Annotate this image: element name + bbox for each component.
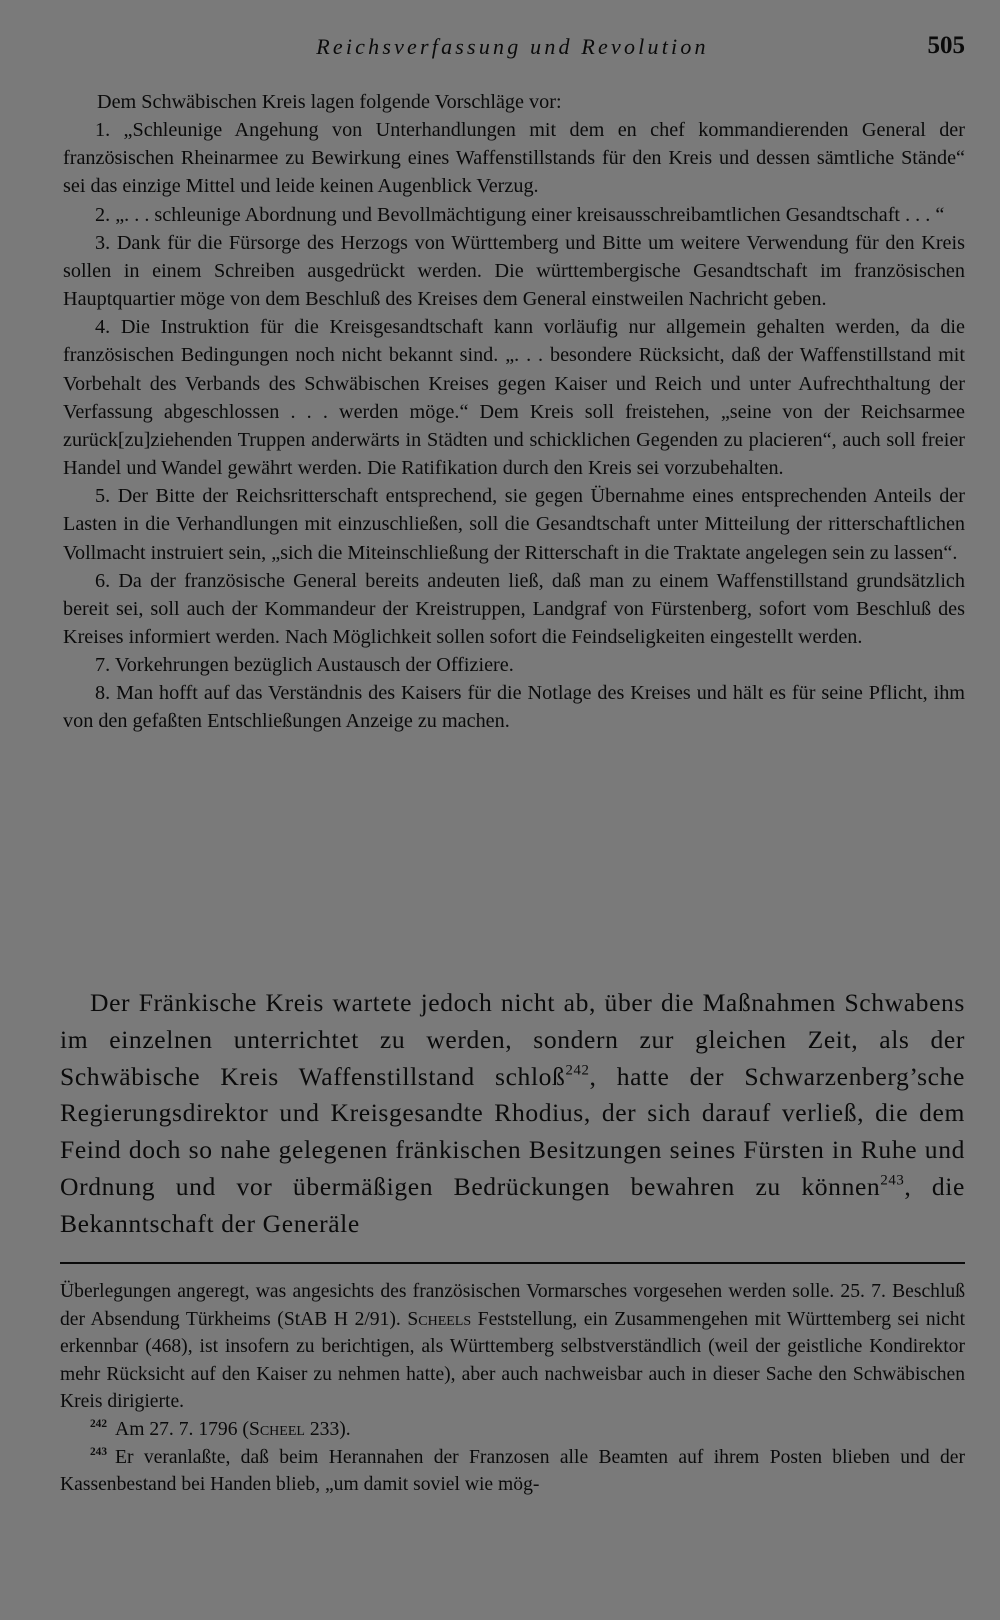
proposal-item-4: 4. Die Instruktion für die Kreisgesandtschaft kann vorläufig nur allgemein gehalten werden, da die französischen Bedingungen noch nicht bekannt sind. „. . . besondere Rücksicht, daß der Waffenstillstand mit Vorbehalt des Verbands des Schwäbischen Kreises gegen Kaiser und Reich und unter Aufrechthaltung der Verfassung abgeschlossen . . . werden möge.“ Dem Kreis soll freistehen, „seine von der Reichsarmee zurück[zu]ziehenden Truppen anderwärts in Städten und schicklichen Gegenden zu placieren“, auch soll freier Handel und Wandel gewährt werden. Die Ratifikation durch den Kreis sei vorzubehalten. — [63, 316, 965, 480]
proposal-list — [63, 88, 965, 736]
body-text-part-3: , die Bekanntschaft der Generäle — [60, 1171, 965, 1238]
footnote-continuation-text-a: Überlegungen angeregt, was angesichts des französischen Vormarsches vorgesehen werden solle. 25. 7. Beschluß der Absendung Türkheims (StAB H 2/91). — [60, 1281, 965, 1330]
footnote-ref-243: 243 — [880, 1172, 905, 1189]
proposal-item-6: 6. Da der französische General bereits andeuten ließ, daß man zu einem Waffenstillstand grundsätzlich bereit sei, soll auch der Kommandeur der Kreistruppen, Landgraf von Fürstenberg, sofort vom Beschluß des Kreises informiert werden. Nach Möglichkeit sollen sofort die Feindseligkeiten eingestellt werden. — [63, 569, 965, 648]
proposal-item-8: 8. Man hofft auf das Verständnis des Kaisers für die Notlage des Kreises und hält es für seine Pflicht, ihm von den gefaßten Entschließungen Anzeige zu machen. — [63, 682, 965, 733]
proposal-intro: Dem Schwäbischen Kreis lagen folgende Vorschläge vor: — [97, 91, 562, 113]
footnote-divider — [60, 1262, 965, 1264]
footnote-242 — [60, 1416, 965, 1444]
proposal-item-7: 7. Vorkehrungen bezüglich Austausch der Offiziere. — [95, 654, 514, 677]
footnote-243-text: Er veranlaßte, daß beim Herannahen der Franzosen alle Beamten auf ihrem Posten blieben und der Kassenbestand bei Handen blieb, „um damit soviel wie mög- — [60, 1446, 965, 1496]
footnote-continuation — [60, 1278, 965, 1416]
running-head — [60, 30, 965, 64]
proposal-item-5: 5. Der Bitte der Reichsritterschaft entsprechend, sie gegen Übernahme eines entsprechenden Anteils der Lasten in die Verhandlungen mit einzuschließen, soll die Gesandtschaft unter Mitteilung der ritterschaftlichen Vollmacht instruiert sein, „sich die Miteinschließung der Ritterschaft in die Traktate angelegen sein zu lassen“. — [63, 485, 965, 564]
footnote-243 — [60, 1444, 965, 1499]
footnote-continuation-text-b: Feststellung, ein Zusammengehen mit Württemberg sei nicht erkennbar (468), ist insofern zu berichtigen, als Württemberg selbstverständlich (weil der geistliche Kondirektor mehr Rücksicht auf den Kaiser zu nehmen hatte), aber auch nachweisbar auch in dieser Sache den Schwäbischen Kreis dirigierte. — [60, 1308, 966, 1413]
proposal-item-2: 2. „. . . schleunige Abordnung und Bevollmächtigung einer kreisausschreibamtlichen Gesandtschaft . . . “ — [95, 203, 945, 226]
footnote-242-text-b: 233). — [304, 1418, 351, 1440]
author-name-scheel: Scheel — [248, 1418, 305, 1440]
body-text-part-1: Der Fränkische Kreis wartete jedoch nicht ab, über die Maßnahmen Schwabens im einzelnen unterrichtet zu werden, sondern zur gleichen Zeit, als der Schwäbische Kreis Waffenstillstand schloß — [60, 988, 965, 1091]
page-number: 505 — [927, 32, 965, 59]
body-text — [60, 985, 965, 1243]
footnotes — [60, 1278, 965, 1499]
body-text-part-2: , hatte der Schwarzenberg’sche Regierungsdirektor und Kreisgesandte Rhodius, der sich darauf verließ, die dem Feind doch so nahe gelegenen fränkischen Besitzungen seines Fürsten in Ruhe und Ordnung und vor übermäßigen Bedrückungen bewahren zu können — [60, 1061, 965, 1201]
running-title: Reichsverfassung und Revolution — [316, 34, 709, 59]
footnote-number-242: 242 — [90, 1418, 108, 1431]
author-name-scheel: Scheels — [407, 1308, 472, 1330]
footnote-242-text-a: Am 27. 7. 1796 ( — [115, 1418, 249, 1440]
proposal-item-1: 1. „Schleunige Angehung von Unterhandlungen mit dem en chef kommandierenden General der französischen Rheinarmee zu Bewirkung eines Waffenstillstands für den Kreis und dessen sämtliche Stände“ sei das einzige Mittel und leide keinen Augenblick Verzug. — [63, 119, 965, 198]
footnote-ref-242: 242 — [565, 1062, 590, 1079]
proposal-item-3: 3. Dank für die Fürsorge des Herzogs von Württemberg und Bitte um weitere Verwendung für den Kreis sollen in einem Schreiben ausgedrückt werden. Die württembergische Gesandtschaft im französischen Hauptquartier möge von dem Beschluß des Kreises dem General einstweilen Nachricht geben. — [63, 231, 965, 311]
footnote-number-243: 243 — [90, 1445, 108, 1458]
body-paragraph — [60, 985, 965, 1243]
